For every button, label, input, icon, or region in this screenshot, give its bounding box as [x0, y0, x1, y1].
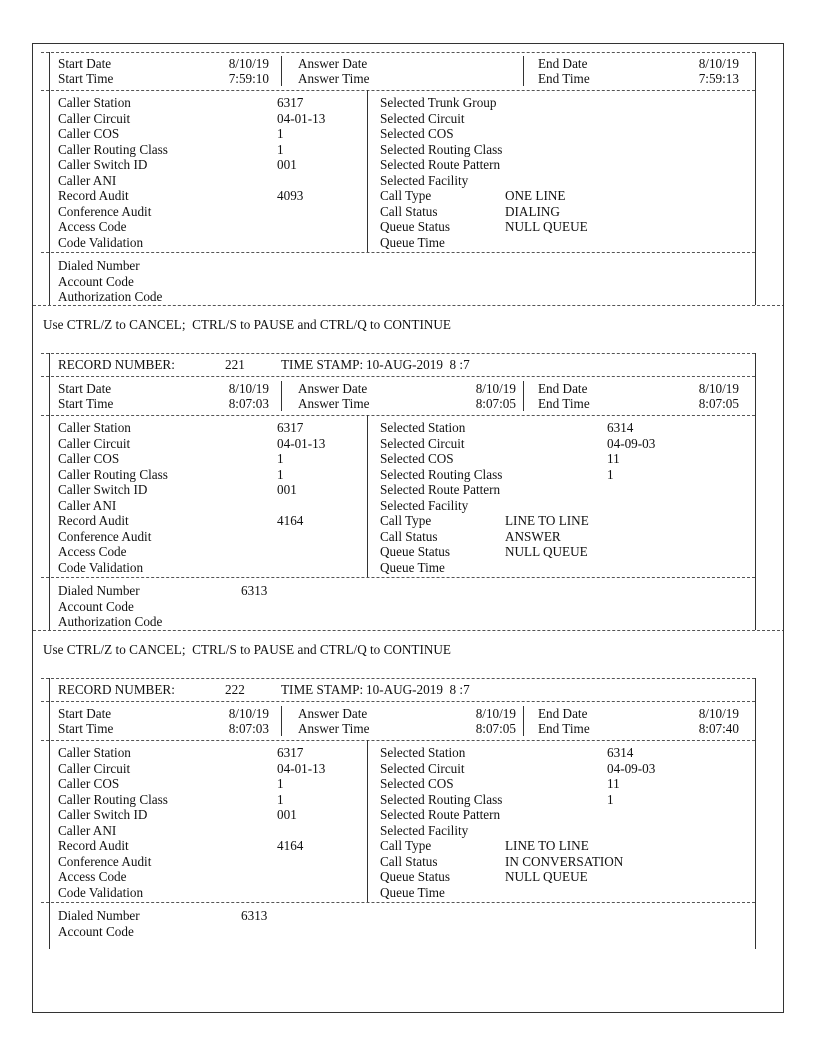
date-divider — [523, 706, 524, 736]
caller-station-label: Caller Station — [58, 95, 131, 110]
caller-circuit-value: 04-01-13 — [277, 110, 326, 126]
queue-time-label: Queue Time — [380, 234, 445, 250]
record-audit-value: 4164 — [277, 838, 304, 853]
answer-time-label: Answer Time — [298, 721, 370, 736]
selected-cos-label: Selected COS — [380, 451, 454, 466]
record-top-rule — [41, 353, 755, 354]
selected-station-label: Selected Station — [380, 420, 466, 435]
dialed-number-value: 6313 — [241, 908, 268, 923]
call-status-label: Call Status — [380, 528, 438, 544]
caller-station-label: Caller Station — [58, 420, 131, 435]
conference-audit-label: Conference Audit — [58, 528, 152, 544]
dialed-number-label: Dialed Number — [58, 583, 140, 598]
account-code-label: Account Code — [58, 273, 134, 289]
record-right-edge — [755, 678, 756, 949]
end-time-value: 8:07:40 — [698, 721, 739, 736]
detail-divider — [367, 415, 368, 577]
call-type-label: Call Type — [380, 188, 432, 203]
start-date-label: Start Date — [58, 381, 112, 396]
record-audit-label: Record Audit — [58, 838, 129, 853]
selected-cos-label: Selected COS — [380, 126, 454, 141]
end-time-label: End Time — [538, 396, 590, 411]
call-status-value: ANSWER — [505, 528, 561, 544]
end-date-value: 8/10/19 — [698, 56, 739, 71]
dialed-number-label: Dialed Number — [58, 258, 140, 273]
dialed-number-value: 6313 — [241, 583, 268, 598]
code-validation-label: Code Validation — [58, 884, 144, 900]
selected-circuit-label: Selected Circuit — [380, 435, 465, 451]
call-type-value: LINE TO LINE — [505, 838, 589, 853]
selected-route-pattern-label: Selected Route Pattern — [380, 482, 501, 497]
answer-date-value: 8/10/19 — [475, 381, 516, 396]
caller-cos-value: 1 — [277, 126, 284, 141]
selected-circuit-value: 04-09-03 — [607, 435, 656, 451]
start-time-value: 8:07:03 — [228, 721, 269, 736]
end-date-label: End Date — [538, 706, 588, 721]
start-time-value: 7:59:10 — [228, 71, 269, 86]
call-type-label: Call Type — [380, 513, 432, 528]
call-type-label: Call Type — [380, 838, 432, 853]
selected-cos-value: 11 — [607, 451, 620, 466]
conference-audit-label: Conference Audit — [58, 853, 152, 869]
end-date-label: End Date — [538, 56, 588, 71]
end-time-value: 7:59:13 — [698, 71, 739, 86]
selected-circuit-value: 04-09-03 — [607, 760, 656, 776]
start-time-label: Start Time — [58, 396, 114, 411]
call-type-value: ONE LINE — [505, 188, 566, 203]
caller-routing-class-value: 1 — [277, 141, 284, 157]
record-right-edge — [755, 353, 756, 630]
console-message: Use CTRL/Z to CANCEL; CTRL/S to PAUSE and CTRL/Q to CONTINUE — [43, 317, 451, 332]
time-stamp-label: TIME STAMP: — [281, 682, 364, 697]
selected-routing-class-label: Selected Routing Class — [380, 791, 503, 807]
date-divider — [281, 381, 282, 411]
time-stamp-value: 10-AUG-2019 8 :7 — [366, 357, 470, 372]
end-time-label: End Time — [538, 71, 590, 86]
console-message: Use CTRL/Z to CANCEL; CTRL/S to PAUSE and CTRL/Q to CONTINUE — [43, 642, 451, 657]
queue-status-value: NULL QUEUE — [505, 869, 588, 884]
queue-time-label: Queue Time — [380, 559, 445, 575]
caller-switch-id-value: 001 — [277, 157, 297, 172]
end-time-value: 8:07:05 — [698, 396, 739, 411]
selected-facility-label: Selected Facility — [380, 497, 469, 513]
caller-routing-class-value: 1 — [277, 466, 284, 482]
caller-ani-label: Caller ANI — [58, 822, 117, 838]
answer-date-value: 8/10/19 — [475, 706, 516, 721]
end-date-label: End Date — [538, 381, 588, 396]
answer-time-label: Answer Time — [298, 396, 370, 411]
start-date-label: Start Date — [58, 706, 112, 721]
caller-routing-class-label: Caller Routing Class — [58, 141, 168, 157]
caller-cos-value: 1 — [277, 776, 284, 791]
date-divider — [523, 56, 524, 86]
end-date-value: 8/10/19 — [698, 381, 739, 396]
caller-cos-value: 1 — [277, 451, 284, 466]
access-code-label: Access Code — [58, 544, 127, 559]
start-time-label: Start Time — [58, 721, 114, 736]
time-stamp-value: 10-AUG-2019 8 :7 — [366, 682, 470, 697]
record-audit-value: 4093 — [277, 188, 304, 203]
answer-time-value: 8:07:05 — [475, 721, 516, 736]
dialed-number-label: Dialed Number — [58, 908, 140, 923]
call-type-value: LINE TO LINE — [505, 513, 589, 528]
caller-routing-class-label: Caller Routing Class — [58, 791, 168, 807]
record-left-edge — [49, 678, 50, 949]
code-validation-label: Code Validation — [58, 234, 144, 250]
selected-trunk-group-label: Selected Trunk Group — [380, 95, 497, 110]
header-rule — [41, 701, 755, 702]
caller-station-label: Caller Station — [58, 745, 131, 760]
queue-status-value: NULL QUEUE — [505, 219, 588, 234]
caller-circuit-value: 04-01-13 — [277, 760, 326, 776]
record-number-label: RECORD NUMBER: — [58, 682, 175, 697]
selected-route-pattern-label: Selected Route Pattern — [380, 157, 501, 172]
caller-station-value: 6317 — [277, 420, 304, 435]
access-code-label: Access Code — [58, 219, 127, 234]
end-date-value: 8/10/19 — [698, 706, 739, 721]
record-audit-label: Record Audit — [58, 513, 129, 528]
date-divider — [281, 56, 282, 86]
caller-switch-id-label: Caller Switch ID — [58, 482, 148, 497]
date-divider — [523, 381, 524, 411]
queue-status-label: Queue Status — [380, 869, 450, 884]
selected-routing-class-label: Selected Routing Class — [380, 141, 503, 157]
call-status-value: DIALING — [505, 203, 560, 219]
queue-status-value: NULL QUEUE — [505, 544, 588, 559]
caller-circuit-label: Caller Circuit — [58, 435, 131, 451]
start-time-value: 8:07:03 — [228, 396, 269, 411]
record-left-edge — [49, 52, 50, 305]
conference-audit-label: Conference Audit — [58, 203, 152, 219]
caller-station-value: 6317 — [277, 95, 304, 110]
answer-date-label: Answer Date — [298, 56, 368, 71]
queue-status-label: Queue Status — [380, 219, 450, 234]
selected-cos-value: 11 — [607, 776, 620, 791]
caller-ani-label: Caller ANI — [58, 172, 117, 188]
answer-time-label: Answer Time — [298, 71, 370, 86]
call-status-value: IN CONVERSATION — [505, 853, 624, 869]
access-code-label: Access Code — [58, 869, 127, 884]
full-width-rule — [33, 630, 784, 631]
caller-switch-id-value: 001 — [277, 482, 297, 497]
selected-route-pattern-label: Selected Route Pattern — [380, 807, 501, 822]
end-time-label: End Time — [538, 721, 590, 736]
authorization-code-label: Authorization Code — [58, 614, 163, 629]
full-width-rule — [33, 305, 784, 306]
record-top-rule — [41, 52, 755, 53]
dates-rule — [41, 90, 755, 91]
caller-cos-label: Caller COS — [58, 126, 120, 141]
answer-date-label: Answer Date — [298, 706, 368, 721]
start-date-label: Start Date — [58, 56, 112, 71]
record-audit-value: 4164 — [277, 513, 304, 528]
selected-routing-class-label: Selected Routing Class — [380, 466, 503, 482]
queue-status-label: Queue Status — [380, 544, 450, 559]
dates-rule — [41, 740, 755, 741]
start-date-value: 8/10/19 — [228, 381, 269, 396]
terminal-output — [32, 43, 784, 1013]
caller-circuit-label: Caller Circuit — [58, 110, 131, 126]
answer-time-value: 8:07:05 — [475, 396, 516, 411]
detail-divider — [367, 90, 368, 252]
selected-station-value: 6314 — [607, 745, 634, 760]
caller-station-value: 6317 — [277, 745, 304, 760]
caller-routing-class-value: 1 — [277, 791, 284, 807]
call-status-label: Call Status — [380, 203, 438, 219]
selected-station-label: Selected Station — [380, 745, 466, 760]
authorization-code-label: Authorization Code — [58, 289, 163, 304]
caller-switch-id-label: Caller Switch ID — [58, 807, 148, 822]
start-time-label: Start Time — [58, 71, 114, 86]
selected-circuit-label: Selected Circuit — [380, 110, 465, 126]
caller-circuit-value: 04-01-13 — [277, 435, 326, 451]
caller-routing-class-label: Caller Routing Class — [58, 466, 168, 482]
detail-rule — [41, 902, 755, 903]
call-status-label: Call Status — [380, 853, 438, 869]
caller-cos-label: Caller COS — [58, 776, 120, 791]
account-code-label: Account Code — [58, 598, 134, 614]
caller-cos-label: Caller COS — [58, 451, 120, 466]
caller-switch-id-label: Caller Switch ID — [58, 157, 148, 172]
record-number-label: RECORD NUMBER: — [58, 357, 175, 372]
selected-circuit-label: Selected Circuit — [380, 760, 465, 776]
selected-station-value: 6314 — [607, 420, 634, 435]
caller-switch-id-value: 001 — [277, 807, 297, 822]
selected-cos-label: Selected COS — [380, 776, 454, 791]
start-date-value: 8/10/19 — [228, 706, 269, 721]
selected-facility-label: Selected Facility — [380, 172, 469, 188]
detail-divider — [367, 740, 368, 902]
start-date-value: 8/10/19 — [228, 56, 269, 71]
record-top-rule — [41, 678, 755, 679]
caller-ani-label: Caller ANI — [58, 497, 117, 513]
answer-date-label: Answer Date — [298, 381, 368, 396]
record-left-edge — [49, 353, 50, 630]
detail-rule — [41, 577, 755, 578]
selected-routing-class-value: 1 — [607, 791, 614, 807]
selected-facility-label: Selected Facility — [380, 822, 469, 838]
header-rule — [41, 376, 755, 377]
caller-circuit-label: Caller Circuit — [58, 760, 131, 776]
dates-rule — [41, 415, 755, 416]
detail-rule — [41, 252, 755, 253]
record-audit-label: Record Audit — [58, 188, 129, 203]
date-divider — [281, 706, 282, 736]
time-stamp-label: TIME STAMP: — [281, 357, 364, 372]
record-number-value: 221 — [225, 357, 245, 372]
code-validation-label: Code Validation — [58, 559, 144, 575]
queue-time-label: Queue Time — [380, 884, 445, 900]
record-number-value: 222 — [225, 682, 245, 697]
record-right-edge — [755, 52, 756, 305]
selected-routing-class-value: 1 — [607, 466, 614, 482]
account-code-label: Account Code — [58, 923, 134, 939]
